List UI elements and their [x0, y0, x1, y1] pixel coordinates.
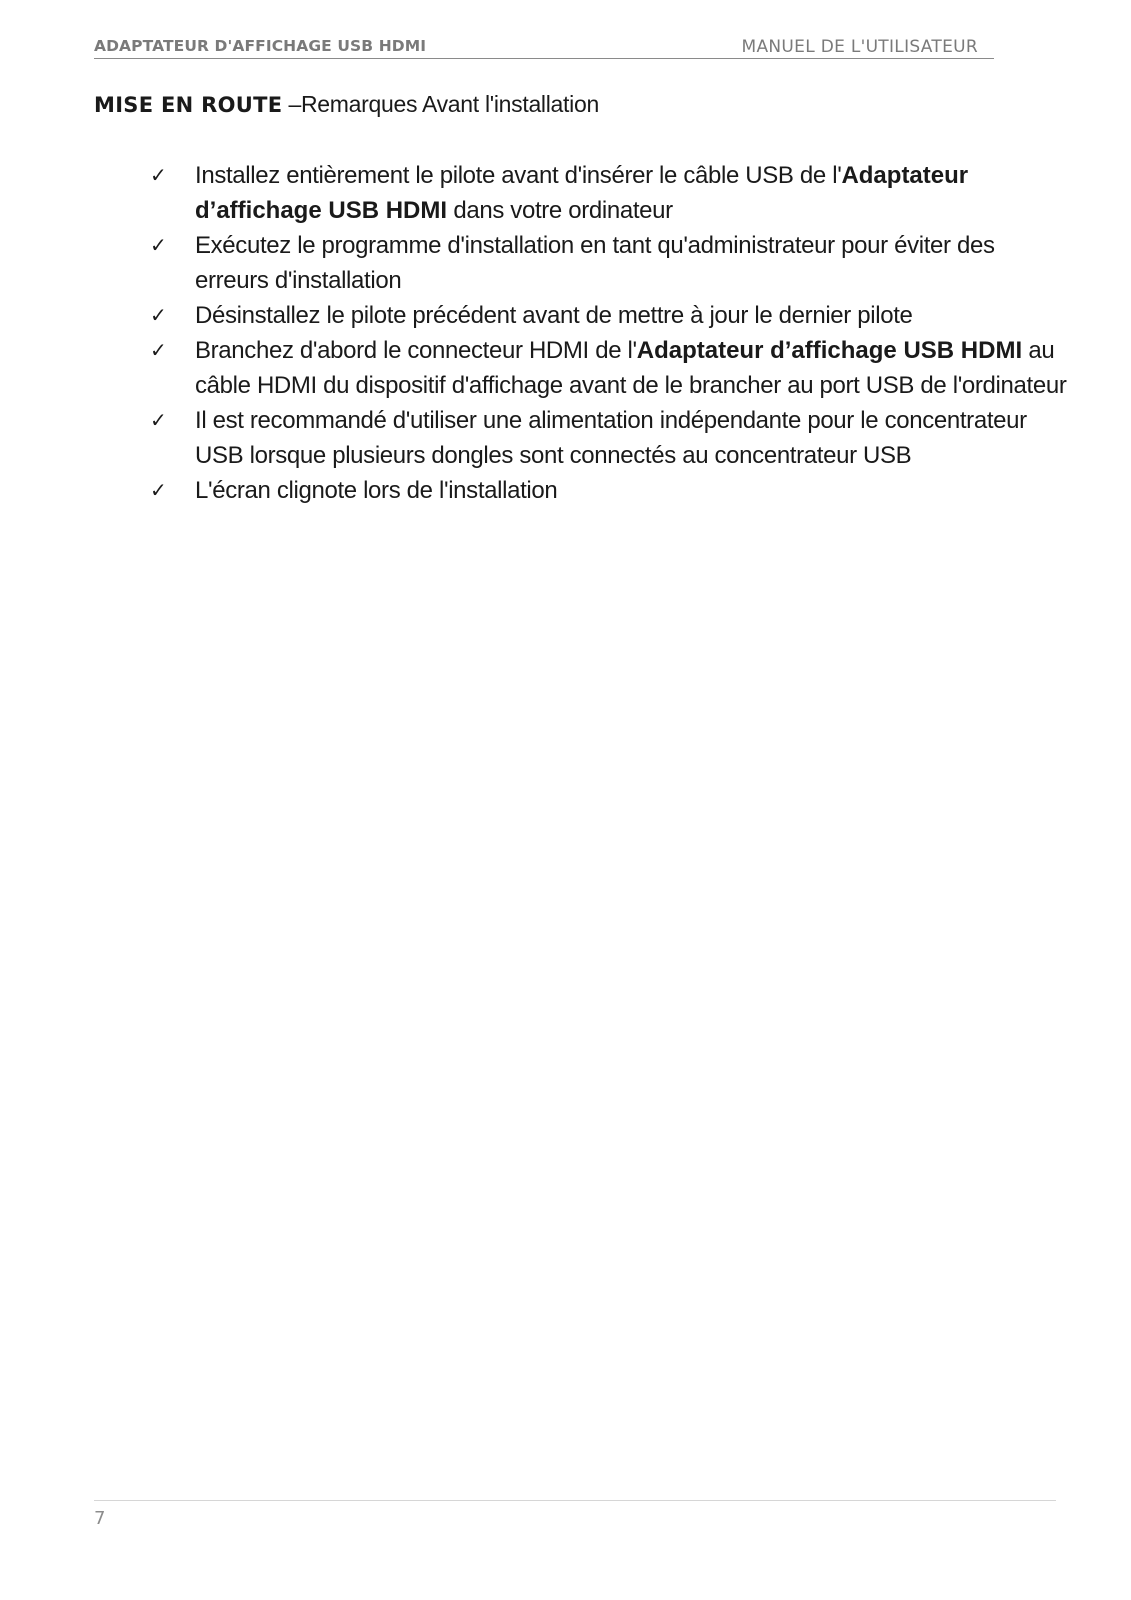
- list-item: [150, 403, 1070, 473]
- checkmark-icon: ✓: [150, 408, 167, 432]
- list-item-text: Il est recommandé d'utiliser une alimentation indépendante pour le concentrateur USB lorsque plusieurs dongles sont connectés au concentrateur USB: [195, 407, 1027, 469]
- list-item-text: au câble HDMI du dispositif d'affichage avant de le brancher au port USB de l'ordinateur: [195, 337, 1067, 399]
- section-title-bold: MISE EN ROUTE: [94, 93, 283, 117]
- checkmark-icon: ✓: [150, 163, 167, 187]
- list-item-text: Installez entièrement le pilote avant d'insérer le câble USB de l': [195, 162, 842, 189]
- list-item-text: Branchez d'abord le connecteur HDMI de l': [195, 337, 637, 364]
- checkmark-icon: ✓: [150, 338, 167, 362]
- list-item: [150, 473, 1070, 508]
- list-item: [150, 298, 1070, 333]
- list-item: [150, 228, 1070, 298]
- list-item-bold-text: Adaptateur d’affichage USB HDMI: [636, 337, 1023, 364]
- footer-divider: [94, 1500, 1056, 1501]
- page-number: 7: [94, 1508, 106, 1529]
- header-product-name: ADAPTATEUR D'AFFICHAGE USB HDMI: [94, 37, 427, 55]
- list-item-text: Désinstallez le pilote précédent avant de mettre à jour le dernier pilote: [195, 302, 913, 329]
- list-item: [150, 333, 1070, 403]
- checkmark-icon: ✓: [150, 478, 167, 502]
- checkmark-icon: ✓: [150, 303, 167, 327]
- installation-notes-list: [150, 158, 1070, 508]
- list-item-bold-text: Adaptateur d’affichage USB HDMI: [195, 162, 969, 224]
- section-title: [94, 91, 599, 118]
- list-item-text: L'écran clignote lors de l'installation: [195, 477, 558, 504]
- header-manual-title: MANUEL DE L'UTILISATEUR: [741, 37, 978, 57]
- list-item: [150, 158, 1070, 228]
- section-title-subtitle: –Remarques Avant l'installation: [282, 91, 599, 117]
- list-item-text: Exécutez le programme d'installation en tant qu'administrateur pour éviter des erreurs d'installation: [195, 232, 995, 294]
- list-item-text: dans votre ordinateur: [447, 197, 673, 224]
- page-header: [94, 34, 994, 59]
- checkmark-icon: ✓: [150, 233, 167, 257]
